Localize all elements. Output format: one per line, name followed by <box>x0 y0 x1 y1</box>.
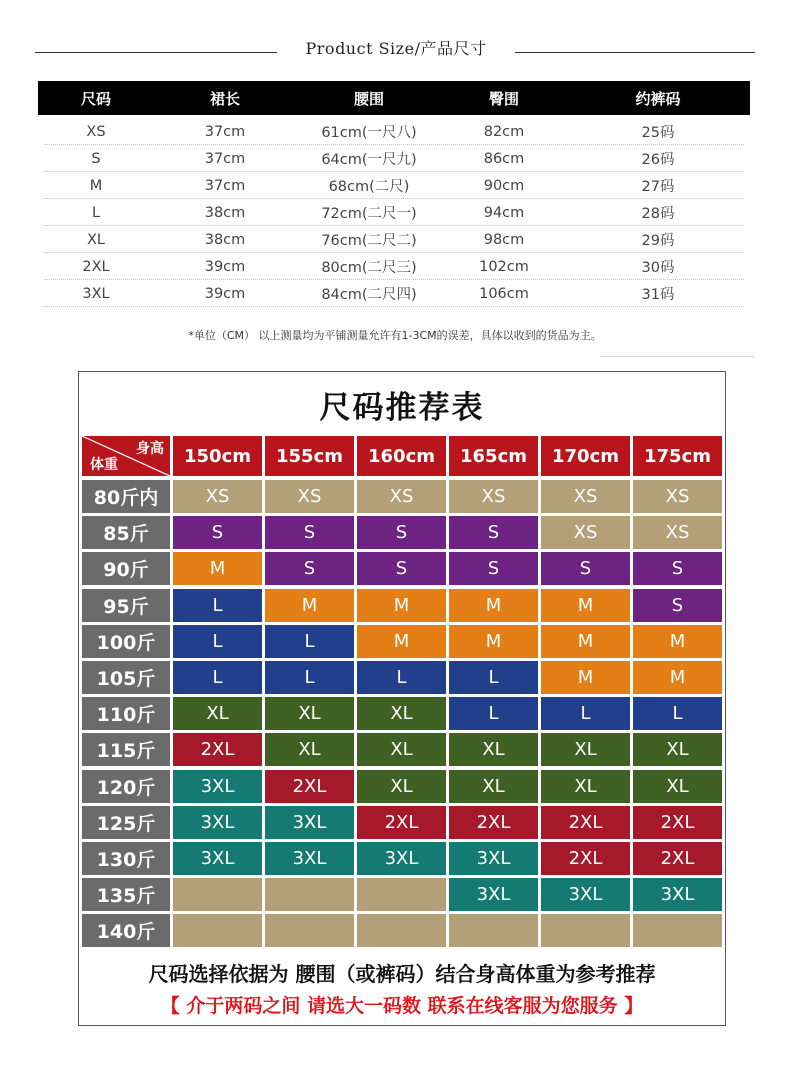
recommended-size-cell: L <box>265 661 354 694</box>
cell-size: 2XL <box>82 258 110 275</box>
recommended-size-cell: XS <box>541 480 630 513</box>
recommended-size-cell: XS <box>173 480 262 513</box>
recommended-size-cell: M <box>449 589 538 622</box>
recommended-size-cell: L <box>541 697 630 730</box>
recommended-size-cell: S <box>173 516 262 549</box>
size-table-row <box>38 199 750 226</box>
recommended-size-cell <box>357 914 446 947</box>
recommended-size-cell: S <box>265 552 354 585</box>
recommended-size-cell: M <box>633 625 722 658</box>
recommended-size-cell: S <box>541 552 630 585</box>
height-header-cell: 165cm <box>449 436 538 476</box>
recommended-size-cell: 2XL <box>265 770 354 803</box>
recommended-size-cell: 3XL <box>357 842 446 875</box>
size-recommendation-chart <box>78 371 726 1026</box>
cell-pants-size: 31码 <box>641 287 675 303</box>
recommended-size-cell: M <box>357 625 446 658</box>
cell-pants-size: 25码 <box>641 125 675 141</box>
cell-size: S <box>91 150 101 167</box>
cell-waist: 76cm(二尺二) <box>321 233 417 249</box>
weight-row-label: 80斤内 <box>82 480 170 513</box>
recommended-size-cell: XL <box>633 733 722 766</box>
header-skirt-length: 裙长 <box>209 89 240 108</box>
recommended-size-cell: 2XL <box>633 842 722 875</box>
corner-height-label: 身高 <box>136 441 164 457</box>
cell-size: 3XL <box>82 285 110 302</box>
recommended-size-cell <box>265 914 354 947</box>
product-size-table-header <box>38 81 750 115</box>
recommended-size-cell: S <box>449 552 538 585</box>
recommendation-footer-note: 尺码选择依据为 腰围（或裤码）结合身高体重为参考推荐 <box>148 962 656 986</box>
cell-pants-size: 26码 <box>641 152 675 168</box>
recommended-size-cell: S <box>449 516 538 549</box>
cell-skirt-length: 39cm <box>204 258 246 275</box>
cell-skirt-length: 39cm <box>204 285 246 302</box>
recommended-size-cell: 3XL <box>541 878 630 911</box>
size-table-row <box>38 280 750 307</box>
recommended-size-cell: XL <box>449 733 538 766</box>
cell-hip: 106cm <box>479 285 529 302</box>
cell-hip: 90cm <box>483 177 525 194</box>
cell-waist: 80cm(二尺三) <box>321 260 417 276</box>
recommended-size-cell: M <box>541 625 630 658</box>
cell-size: L <box>91 204 101 221</box>
cell-skirt-length: 37cm <box>204 177 246 194</box>
title-right-rule <box>515 52 755 53</box>
cell-hip: 98cm <box>483 231 525 248</box>
recommended-size-cell: 2XL <box>541 806 630 839</box>
recommended-size-cell: M <box>357 589 446 622</box>
recommended-size-cell <box>633 914 722 947</box>
recommended-size-cell <box>449 914 538 947</box>
recommended-size-cell: M <box>541 589 630 622</box>
recommended-size-cell: XS <box>449 480 538 513</box>
recommended-size-cell: XL <box>633 770 722 803</box>
cell-hip: 94cm <box>483 204 525 221</box>
recommended-size-cell: 2XL <box>633 806 722 839</box>
recommended-size-cell: L <box>173 589 262 622</box>
recommended-size-cell: 2XL <box>173 733 262 766</box>
cell-pants-size: 27码 <box>641 179 675 195</box>
recommended-size-cell: XS <box>541 516 630 549</box>
size-table-row <box>38 118 750 145</box>
size-table-row <box>38 226 750 253</box>
recommendation-title: 尺码推荐表 <box>319 390 485 426</box>
recommended-size-cell <box>265 878 354 911</box>
cell-hip: 82cm <box>483 123 525 140</box>
weight-row-label: 100斤 <box>82 625 170 658</box>
recommended-size-cell: L <box>633 697 722 730</box>
recommended-size-cell: S <box>357 516 446 549</box>
section-divider <box>600 356 755 357</box>
product-size-title-bar <box>0 28 790 64</box>
recommended-size-cell: XS <box>265 480 354 513</box>
cell-hip: 102cm <box>479 258 529 275</box>
recommended-size-cell: 3XL <box>265 842 354 875</box>
height-header-cell: 170cm <box>541 436 630 476</box>
recommended-size-cell: S <box>633 552 722 585</box>
product-size-title: Product Size/产品尺寸 <box>305 39 487 58</box>
recommended-size-cell: 3XL <box>173 770 262 803</box>
recommended-size-cell: 3XL <box>449 842 538 875</box>
recommended-size-cell: S <box>357 552 446 585</box>
header-hip: 臀围 <box>488 89 519 108</box>
weight-row-label: 115斤 <box>82 733 170 766</box>
cell-size: M <box>89 177 103 194</box>
cell-waist: 64cm(一尺九) <box>321 152 417 168</box>
cell-skirt-length: 38cm <box>204 204 246 221</box>
recommended-size-cell: 2XL <box>449 806 538 839</box>
cell-size: XS <box>86 123 106 140</box>
height-header-cell: 155cm <box>265 436 354 476</box>
recommended-size-cell: 3XL <box>633 878 722 911</box>
header-size: 尺码 <box>80 89 111 108</box>
recommended-size-cell <box>357 878 446 911</box>
size-table-row <box>38 172 750 199</box>
recommended-size-cell: XS <box>633 516 722 549</box>
recommended-size-cell: XL <box>265 697 354 730</box>
cell-waist: 61cm(一尺八) <box>321 125 417 141</box>
recommended-size-cell: M <box>265 589 354 622</box>
size-table-row <box>38 253 750 280</box>
recommended-size-cell: 3XL <box>449 878 538 911</box>
cell-waist: 72cm(二尺一) <box>321 206 417 222</box>
weight-row-label: 135斤 <box>82 878 170 911</box>
recommended-size-cell: L <box>265 625 354 658</box>
header-pants-size: 约裤码 <box>635 89 681 108</box>
recommended-size-cell: XL <box>173 697 262 730</box>
height-header-cell: 175cm <box>633 436 722 476</box>
recommended-size-cell: XL <box>541 770 630 803</box>
weight-row-label: 130斤 <box>82 842 170 875</box>
recommended-size-cell: XL <box>541 733 630 766</box>
grid-corner-cell <box>82 436 170 476</box>
recommended-size-cell: L <box>173 661 262 694</box>
recommended-size-cell: M <box>449 625 538 658</box>
recommended-size-cell: L <box>449 697 538 730</box>
recommended-size-cell: 3XL <box>173 806 262 839</box>
height-header-cell: 160cm <box>357 436 446 476</box>
weight-row-label: 125斤 <box>82 806 170 839</box>
recommended-size-cell: M <box>541 661 630 694</box>
weight-row-label: 85斤 <box>82 516 170 549</box>
measurement-note: *单位（CM） 以上测量均为平铺测量允许有1-3CM的误差，具体以收到的货品为主。 <box>188 329 602 342</box>
recommended-size-cell <box>173 914 262 947</box>
recommended-size-cell: 3XL <box>265 806 354 839</box>
corner-weight-label: 体重 <box>90 457 118 473</box>
cell-skirt-length: 38cm <box>204 231 246 248</box>
recommended-size-cell <box>173 878 262 911</box>
recommended-size-cell: XL <box>357 770 446 803</box>
recommended-size-cell: L <box>173 625 262 658</box>
cell-skirt-length: 37cm <box>204 150 246 167</box>
cell-hip: 86cm <box>483 150 525 167</box>
height-header-cell: 150cm <box>173 436 262 476</box>
weight-row-label: 90斤 <box>82 552 170 585</box>
recommended-size-cell: L <box>357 661 446 694</box>
header-waist: 腰围 <box>353 89 384 108</box>
product-size-table-body <box>38 118 750 307</box>
recommended-size-cell <box>541 914 630 947</box>
cell-pants-size: 29码 <box>641 233 675 249</box>
cell-waist: 68cm(二尺) <box>328 179 410 195</box>
size-table-row <box>38 145 750 172</box>
weight-row-label: 110斤 <box>82 697 170 730</box>
recommended-size-cell: S <box>265 516 354 549</box>
weight-row-label: 120斤 <box>82 770 170 803</box>
recommended-size-cell: L <box>449 661 538 694</box>
cell-pants-size: 28码 <box>641 206 675 222</box>
recommended-size-cell: XL <box>357 697 446 730</box>
recommended-size-cell: XL <box>357 733 446 766</box>
recommended-size-cell: 2XL <box>357 806 446 839</box>
recommended-size-cell: XL <box>265 733 354 766</box>
title-left-rule <box>35 52 277 53</box>
cell-waist: 84cm(二尺四) <box>321 287 417 303</box>
recommendation-footer-service: 【 介于两码之间 请选大一码数 联系在线客服为您服务 】 <box>160 995 644 1017</box>
recommended-size-cell: XS <box>357 480 446 513</box>
recommended-size-cell: XS <box>633 480 722 513</box>
recommended-size-cell: S <box>633 589 722 622</box>
recommended-size-cell: XL <box>449 770 538 803</box>
recommended-size-cell: 2XL <box>541 842 630 875</box>
cell-pants-size: 30码 <box>641 260 675 276</box>
recommended-size-cell: M <box>633 661 722 694</box>
cell-size: XL <box>86 231 105 248</box>
weight-row-label: 140斤 <box>82 914 170 947</box>
cell-skirt-length: 37cm <box>204 123 246 140</box>
weight-row-label: 95斤 <box>82 589 170 622</box>
weight-row-label: 105斤 <box>82 661 170 694</box>
recommended-size-cell: 3XL <box>173 842 262 875</box>
recommended-size-cell: M <box>173 552 262 585</box>
